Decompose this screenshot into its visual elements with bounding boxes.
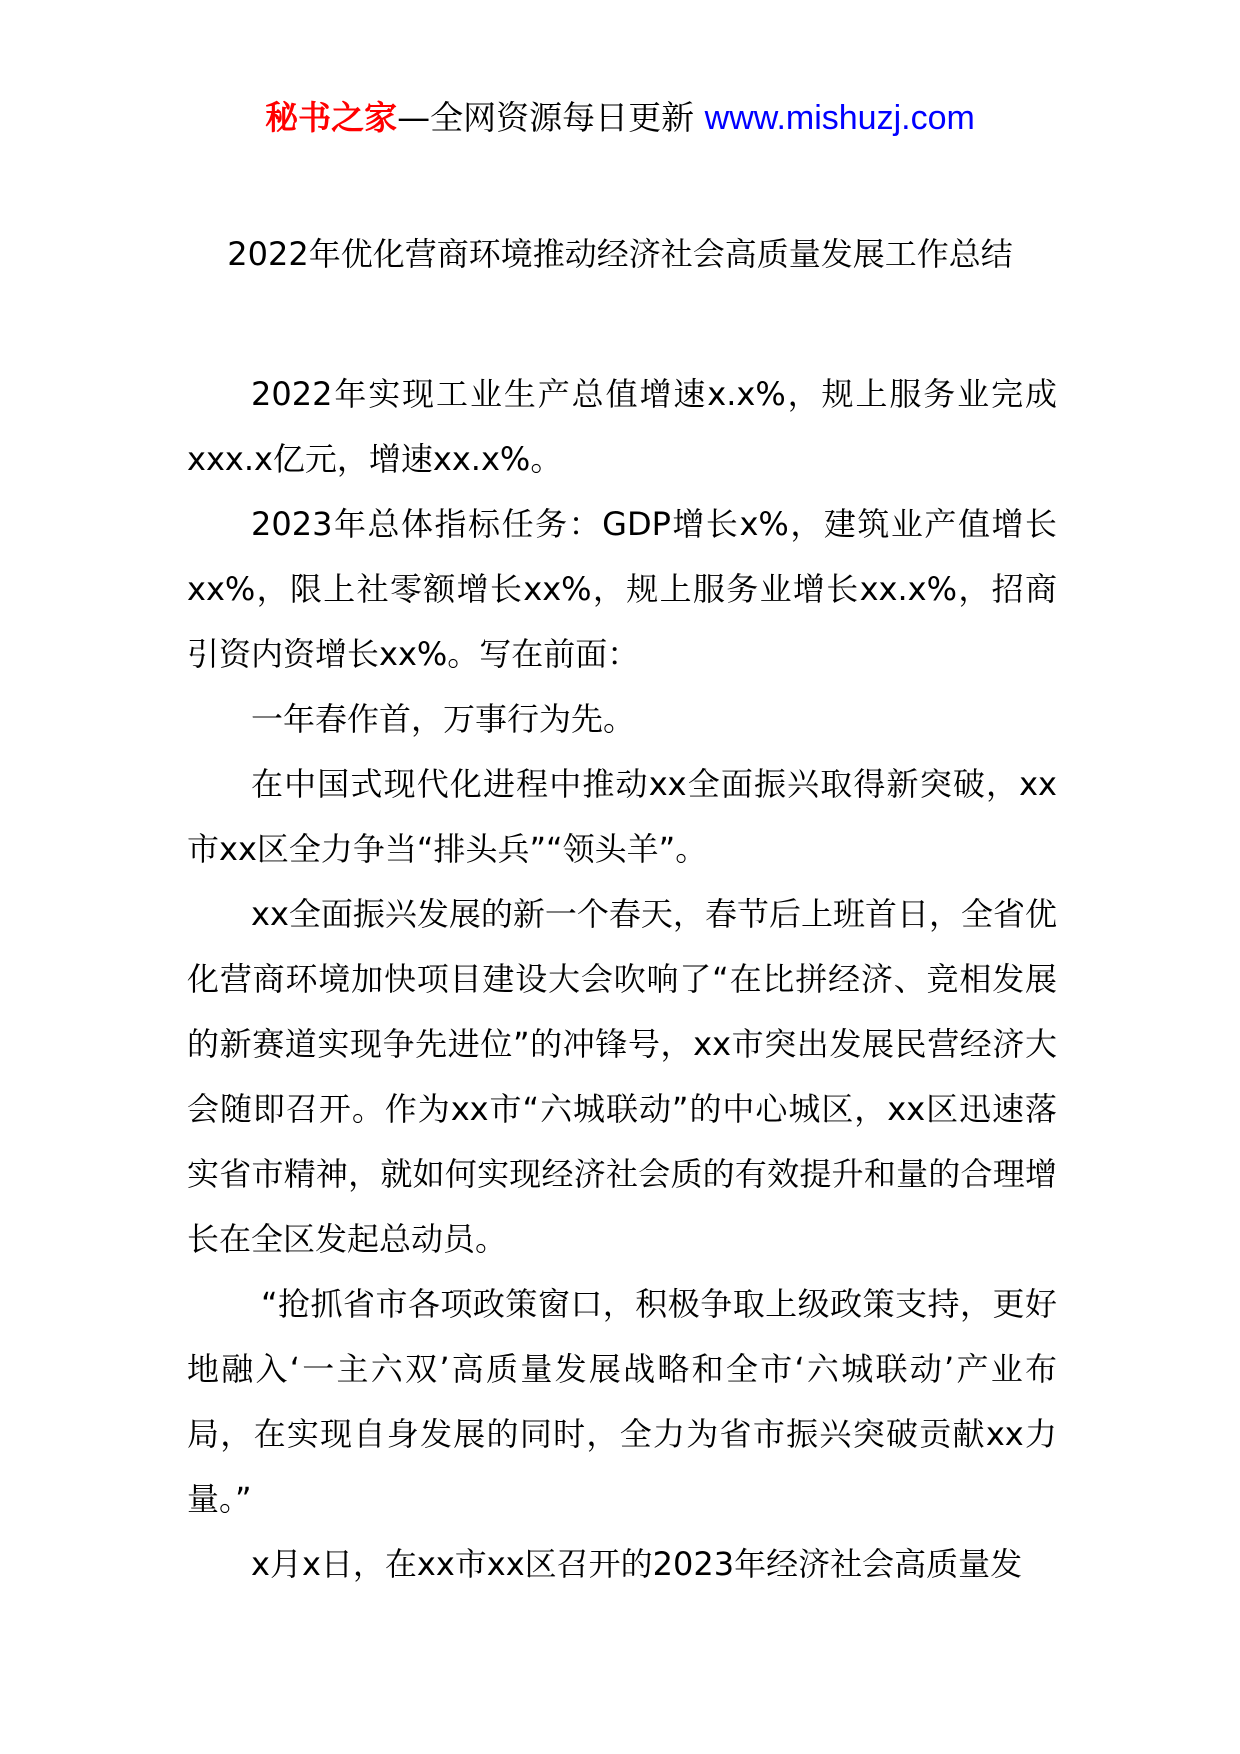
paragraph: 在中国式现代化进程中推动xx全面振兴取得新突破，xx市xx区全力争当“排头兵”“领头羊”。 xyxy=(187,765,1057,868)
paragraph: xx全面振兴发展的新一个春天，春节后上班首日，全省优化营商环境加快项目建设大会吹响了“在比拼经济、竞相发展的新赛道实现争先进位”的冲锋号，xx市突出发展民营经济大会随即召开。作为xx市“六城联动”的中心城区，xx区迅速落实省市精神，就如何实现经济社会质的有效提升和量的合理增长在全区发起总动员。 xyxy=(187,895,1057,1258)
brand-name: 秘书之家 xyxy=(265,98,398,137)
site-url-link[interactable]: www.mishuzj.com xyxy=(704,99,975,137)
quoted-paragraph: “抢抓省市各项政策窗口，积极争取上级政策支持，更好地融入‘一主六双’高质量发展战略和全市‘六城联动’产业布局，在实现自身发展的同时，全力为省市振兴突破贡献xx力量。” xyxy=(187,1285,1057,1518)
document-body xyxy=(187,362,1057,1597)
paragraph: 2022年实现工业生产总值增速x.x%，规上服务业完成xxx.x亿元，增速xx.x%。 xyxy=(187,375,1057,478)
header-tagline: —全网资源每日更新 xyxy=(397,98,695,137)
document-title: 2022年优化营商环境推动经济社会高质量发展工作总结 xyxy=(227,235,1013,273)
page-header xyxy=(0,98,1240,139)
paragraph: 一年春作首，万事行为先。 xyxy=(251,700,636,738)
paragraph: 2023年总体指标任务：GDP增长x%，建筑业产值增长xx%，限上社零额增长xx%，规上服务业增长xx.x%，招商引资内资增长xx%。写在前面： xyxy=(187,505,1057,673)
paragraph: x月x日，在xx市xx区召开的2023年经济社会高质量发 xyxy=(251,1545,1023,1583)
